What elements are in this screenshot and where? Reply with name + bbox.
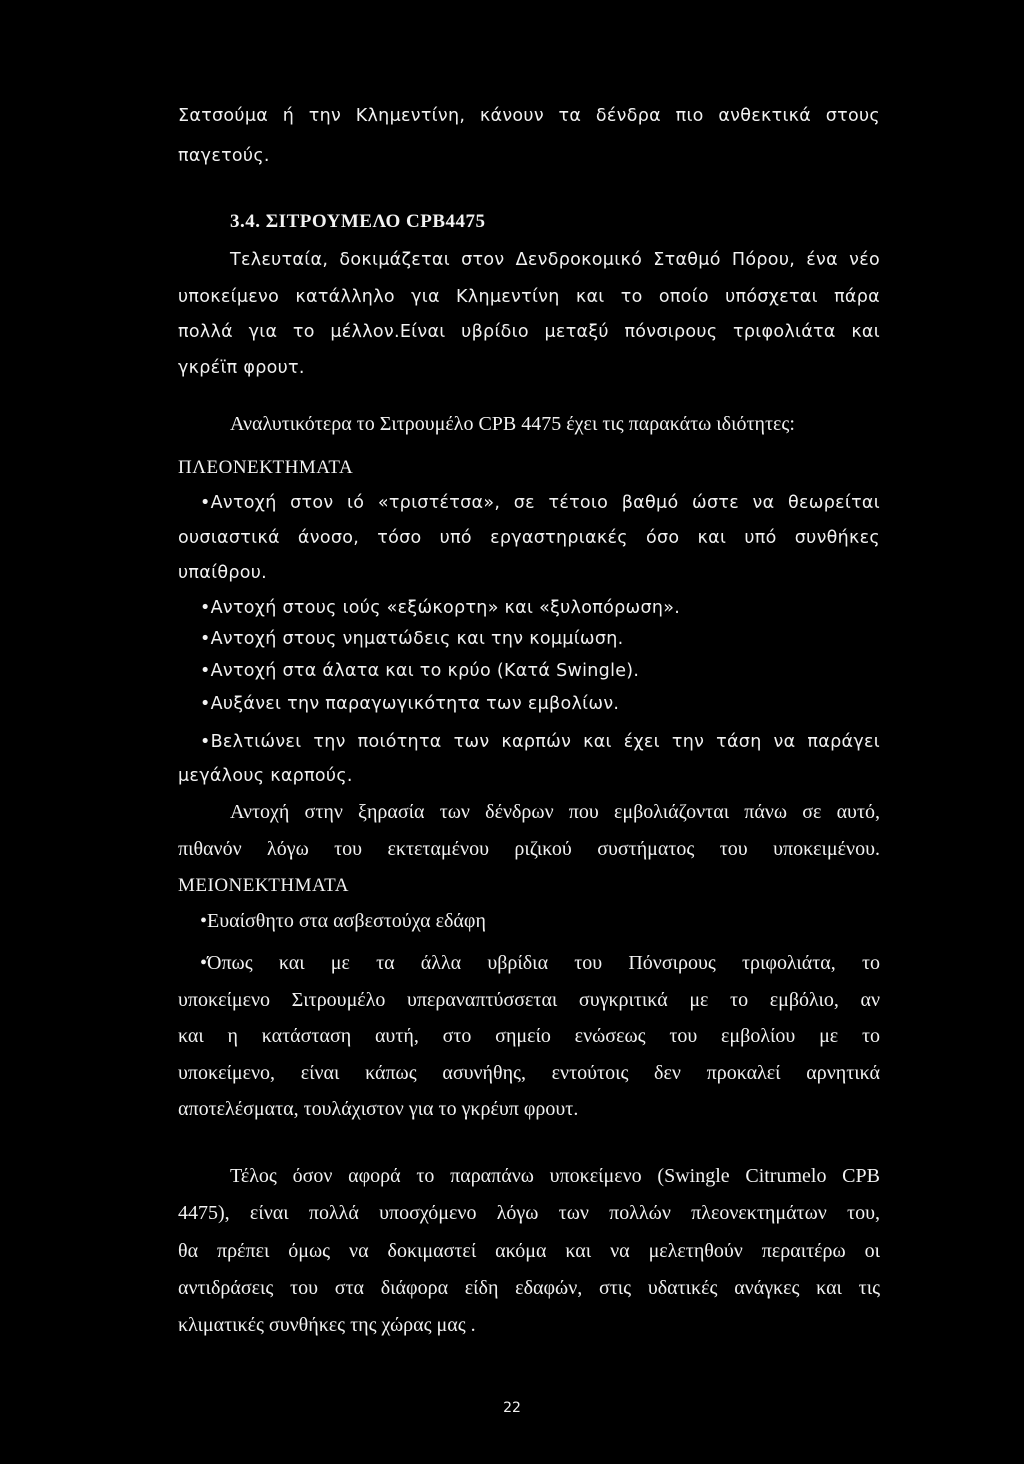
text-line: Σατσούμα ή την Κλημεντίνη, κάνουν τα δένδρα πιο ανθεκτικά στους	[178, 106, 880, 126]
text-line: παγετούς.	[178, 146, 270, 166]
bullet-item: •Αντοχή στους ιούς «εξώκορτη» και «ξυλοπόρωση».	[200, 598, 681, 618]
subheading-advantages: ΠΛΕΟΝΕΚΤΗΜΑΤΑ	[178, 457, 354, 478]
text-line: υποκείμενο Σιτρουμέλο υπεραναπτύσσεται συγκριτικά με το εμβόλιο, αν	[178, 989, 880, 1011]
text-line: πιθανόν λόγω του εκτεταμένου ριζικού συστήματος του υποκειμένου.	[178, 838, 880, 860]
text-line: Τελευταία, δοκιμάζεται στον Δενδροκομικό Σταθμό Πόρου, ένα νέο	[230, 250, 880, 270]
text-line: θα πρέπει όμως να δοκιμαστεί ακόμα και να μελετηθούν περαιτέρω οι	[178, 1240, 880, 1262]
section-heading: 3.4. ΣΙΤΡΟΥΜΕΛΟ CPB4475	[230, 211, 486, 232]
text-line: 4475), είναι πολλά υποσχόμενο λόγω των πολλών πλεονεκτημάτων του,	[178, 1202, 880, 1224]
bullet-item: •Όπως και με τα άλλα υβρίδια του Πόνσιρους τριφολιάτα, το	[200, 952, 880, 974]
text-line: ουσιαστικά άνοσο, τόσο υπό εργαστηριακές όσο και υπό συνθήκες	[178, 528, 880, 548]
text-line: και η κατάσταση αυτή, στο σημείο ενώσεως του εμβολίου με το	[178, 1025, 880, 1047]
text-line: αντιδράσεις του στα διάφορα είδη εδαφών, στις υδατικές ανάγκες και τις	[178, 1277, 880, 1299]
text-line: Αναλυτικότερα το Σιτρουμέλο CPB 4475 έχει τις παρακάτω ιδιότητες:	[230, 413, 795, 435]
text-line: μεγάλους καρπούς.	[178, 766, 353, 786]
text-line: Αντοχή στην ξηρασία των δένδρων που εμβολιάζονται πάνω σε αυτό,	[230, 801, 880, 823]
subheading-disadvantages: ΜΕΙΟΝΕΚΤΗΜΑΤΑ	[178, 875, 349, 896]
text-line: γκρέϊπ φρουτ.	[178, 358, 305, 378]
bullet-item: •Αυξάνει την παραγωγικότητα των εμβολίων.	[200, 694, 620, 714]
bullet-item: •Ευαίσθητο στα ασβεστούχα εδάφη	[200, 910, 486, 932]
text-line: πολλά για το μέλλον.Είναι υβρίδιο μεταξύ πόνσιρους τριφολιάτα και	[178, 322, 880, 342]
page-number: 22	[503, 1400, 521, 1416]
bullet-item: •Αντοχή στα άλατα και το κρύο (Κατά Swingle).	[200, 661, 640, 681]
bullet-item: •Αντοχή στον ιό «τριστέτσα», σε τέτοιο βαθμό ώστε να θεωρείται	[200, 493, 880, 513]
bullet-item: •Βελτιώνει την ποιότητα των καρπών και έχει την τάση να παράγει	[200, 732, 880, 752]
bullet-item: •Αντοχή στους νηματώδεις και την κομμίωση.	[200, 629, 624, 649]
text-line: υποκείμενο κατάλληλο για Κλημεντίνη και το οποίο υπόσχεται πάρα	[178, 287, 880, 307]
text-line: αποτελέσματα, τουλάχιστον για το γκρέυπ φρουτ.	[178, 1098, 579, 1120]
text-line: Τέλος όσον αφορά το παραπάνω υποκείμενο (Swingle Citrumelo CPB	[230, 1165, 880, 1187]
text-line: υποκείμενο, είναι κάπως ασυνήθης, εντούτοις δεν προκαλεί αρνητικά	[178, 1062, 880, 1084]
text-line: κλιματικές συνθήκες της χώρας μας .	[178, 1314, 476, 1336]
text-line: υπαίθρου.	[178, 563, 268, 583]
